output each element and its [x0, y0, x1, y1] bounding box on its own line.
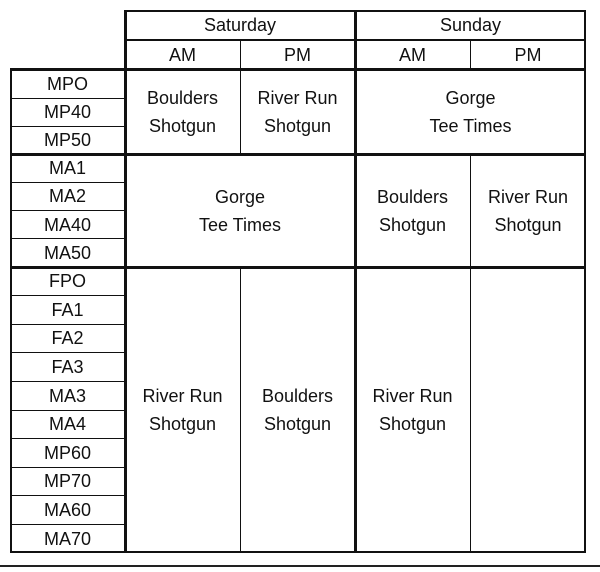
saturday-pm-header	[240, 40, 355, 70]
division-label: FA1	[51, 299, 84, 320]
page-divider	[0, 565, 600, 567]
half-label: AM	[169, 45, 196, 65]
start-format: Shotgun	[494, 214, 562, 235]
sunday-am-header	[355, 40, 470, 70]
grid-line	[10, 182, 125, 183]
grid-line	[10, 68, 586, 71]
assignment-cell	[240, 70, 355, 154]
course-name: River Run	[372, 386, 453, 406]
grid-line	[10, 68, 12, 553]
start-format: Shotgun	[263, 116, 332, 136]
grid-line	[240, 40, 241, 154]
division-label: MA3	[48, 385, 86, 406]
grid-line	[10, 352, 125, 353]
division-label: MPO	[46, 74, 88, 94]
grid-line	[10, 210, 125, 211]
division-label: MP40	[43, 102, 92, 122]
assignment-cell	[125, 70, 240, 154]
course-name: River Run	[142, 386, 223, 406]
division-label: MA1	[48, 158, 86, 179]
start-format: Shotgun	[148, 414, 217, 434]
grid-line	[10, 238, 125, 239]
day-header-sunday	[355, 10, 586, 40]
grid-line	[10, 153, 586, 156]
division-label: MA70	[43, 528, 92, 549]
saturday-am-header	[125, 40, 240, 70]
grid-line	[10, 381, 125, 382]
half-label: AM	[399, 45, 426, 65]
division-label: MP70	[43, 471, 92, 492]
assignment-cell	[355, 70, 586, 154]
start-format: Shotgun	[263, 414, 332, 434]
grid-line	[10, 467, 125, 468]
division-label: MA50	[43, 242, 92, 263]
grid-line	[10, 438, 125, 439]
start-format: Shotgun	[148, 116, 217, 136]
division-label: MA60	[43, 500, 92, 521]
course-name: Boulders	[376, 186, 449, 207]
grid-line	[10, 266, 586, 269]
grid-line	[10, 324, 125, 325]
grid-line	[470, 40, 471, 70]
empty-assignment-cell	[470, 267, 586, 553]
grid-line	[10, 524, 125, 525]
grid-line	[10, 495, 125, 496]
division-label: MP60	[43, 442, 92, 463]
half-label: PM	[514, 45, 542, 65]
division-label: MA40	[43, 214, 92, 235]
half-label: PM	[284, 45, 311, 65]
grid-line	[10, 126, 125, 127]
day-name: Saturday	[203, 15, 277, 35]
course-name: Gorge	[445, 88, 496, 108]
division-label: MA2	[48, 186, 86, 207]
course-name: River Run	[487, 186, 569, 207]
start-format: Tee Times	[429, 116, 512, 136]
course-name: Boulders	[261, 386, 334, 406]
course-name: Gorge	[214, 186, 266, 207]
grid-line	[240, 267, 241, 553]
grid-line	[470, 154, 471, 553]
course-name: Boulders	[146, 88, 219, 108]
assignment-cell	[470, 154, 586, 267]
day-name: Sunday	[439, 15, 502, 35]
day-header-saturday	[125, 10, 355, 40]
start-format: Tee Times	[198, 214, 282, 235]
division-label: FA2	[51, 328, 84, 349]
course-name: River Run	[257, 88, 338, 108]
grid-line	[10, 295, 125, 296]
assignment-cell	[355, 267, 470, 553]
grid-line	[10, 98, 125, 99]
assignment-cell	[125, 154, 355, 267]
tournament-schedule-table	[10, 10, 586, 553]
start-format: Shotgun	[378, 414, 447, 434]
assignment-cell	[125, 267, 240, 553]
assignment-cell	[240, 267, 355, 553]
assignment-cell	[355, 154, 470, 267]
start-format: Shotgun	[378, 214, 447, 235]
division-label: MP50	[43, 130, 92, 150]
grid-line	[354, 10, 357, 553]
division-label: FA3	[51, 357, 84, 378]
grid-line	[10, 551, 586, 553]
grid-line	[584, 10, 586, 553]
grid-line	[10, 410, 125, 411]
sunday-pm-header	[470, 40, 586, 70]
division-label: FPO	[48, 271, 86, 292]
division-label: MA4	[48, 414, 86, 435]
grid-line	[124, 10, 127, 553]
